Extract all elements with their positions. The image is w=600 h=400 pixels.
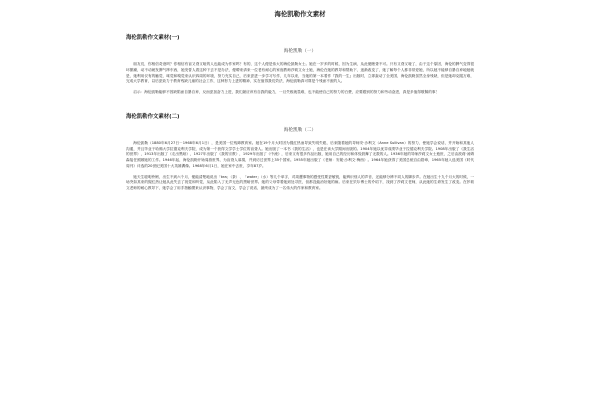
section-spacer xyxy=(126,101,474,113)
section-heading-2: 海伦凯勒作文素材(二) xyxy=(126,113,180,120)
section-heading-1: 海伦凯勒作文素材(一) xyxy=(126,35,180,41)
paragraph: 她天生聪明伶俐，出生不到六个月，便能清楚地说出「tea」（茶）、「water」（水）等几个单字，对周遭事物的感受性要更敏锐，能辨识别人的声音，还能够分辨不同人的脚步声。在她出生十九个月大的时候，一场突如其来的猩红热让她从此失去了视觉和听觉，从此陷入了无声无色的黑暗世界。她的父母带着她到处寻医，但都没能治好她的病。后来在贝尔博士的介绍下，找到了莎莉文老师，从此她的生命发生了改变。在莎莉文老师的耐心教导下，她学会了用手指触摸来认识事物，学会了盲文，学会了说话，最终成为了一名伟大的作家和教育家。 xyxy=(126,174,474,190)
document-title: 海伦凯勒作文素材 xyxy=(274,10,326,18)
paragraph: 海伦凯勒（1880年6月27日－1968年6月1日），是美国一位残障教育家。她在19个月大时因为猩红热而导致失明失聪，后来随着她的导师安·沙利文（Anne Sullivan）的努力，使她学会说话，并开始和其他人沟通，并且毕业于哈佛大学拉德克利夫学院，成为第一个获得文学学士学位的盲聋人。她出版了一本书《我的生活》，也是在读大学期间出版的。1904年她以优异成绩毕业于拉德克利夫学院。1908年出版了《我生活的世界》，1913年出版了《走出黑暗》，1927年出版了《我的宗教》，1929年出版了《中流》，后来又有很多作品出版，她用自己的经历和体验鼓舞了无数的人。1936年她的导师莎莉文女士逝世，之后由波莉·汤姆森接任照顾她的工作。1946年起，海伦凯勒开始周游世界，为盲聋人募捐，并到访过世界上35个国家。1955年她出版了《老师：安妮·沙利文·梅西》。1964年她获得了美国总统自由勋章，1965年她入选美国《时代周刊》评选的20世纪美国十大英雄偶像。1968年6月1日，她在家中去世，享年87岁。 xyxy=(126,140,474,168)
paragraph: 朋友们，你相信奇迹吗？你相信有盲又聋又哑的人也能成为作家吗？有的，这个人便是伟大的海伦凯勒女士。她在一岁多的时候，因为生病，从此便瞎聋不可。只有又聋又哑了，由于这个原因，海伦的脾气变得很坏暴躁，动不动就发脾气摔东西，她发誓人看这种下去不是办法，便聘来请来一位老有耐心的家庭教师莎莉文女士她，海伦在她的教导和帮助下，逐渐改变了，她了解每个人都非常爱她，所以她不能够自暴自弃地她就是，她利用仅有的触觉、味觉和嗅觉来认识四周的环境，努力充实自己，后来更进一步学习写作，几年以来，当她的第一本着作『我的一生』出版时，立即轰动了全美国，海伦凯勒虽然全身残缺，但是她却克服万难，完成大学教育，以后更致力于教育残缺儿童的社会工作，这种努力上进的精神，实在值得我们效法，海伦凯勒真可算是个残而不废的人。 xyxy=(126,62,474,84)
section-subheading-1: 海伦凯勒（一） xyxy=(283,49,317,54)
paragraph: 启示：海伦凯勒能够不因缺陷而自暴自弃，反而更加奋力上进，我们最应该有自我的毅力，一旦失败就畏难，也不能使自己的努力的白费，应要跟别的努力和劳动奋进，真是多值得敬佩的事！ xyxy=(133,90,440,94)
section-subheading-2: 海伦凯勒（二） xyxy=(283,127,317,133)
